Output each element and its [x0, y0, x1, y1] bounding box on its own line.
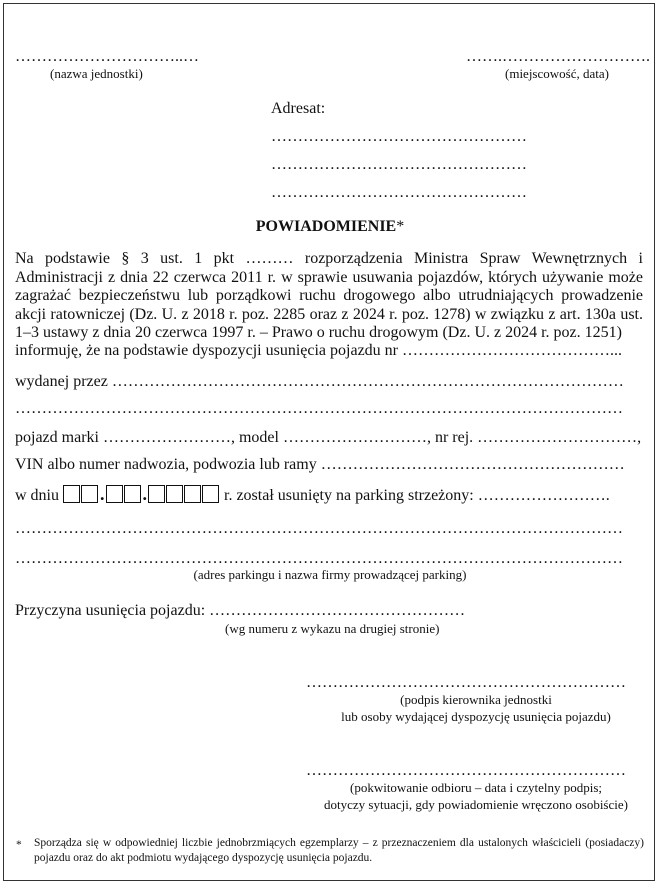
signature-label-1: (podpis kierownika jednostki — [400, 692, 552, 707]
place-date-line[interactable]: …….………………………. — [466, 48, 650, 65]
unit-name-label: (nazwa jednostki) — [50, 66, 143, 81]
footnote-mark: * — [16, 839, 22, 851]
receipt-label-1: (pokwitowanie odbioru – data i czytelny podpis; — [349, 780, 602, 795]
receipt-line[interactable]: …………………………………………………… — [306, 762, 626, 779]
vin-line[interactable]: VIN albo numer nadwozia, podwozia lub ramy ………………………………………………… — [15, 456, 625, 473]
parking-line-1[interactable]: …………………………………………………………………………………………………… — [15, 520, 623, 537]
issued-by-line[interactable]: wydanej przez …………………………………………………………………………………… — [15, 373, 624, 390]
document-title: POWIADOMIENIE — [255, 218, 397, 235]
day-digit-box[interactable] — [63, 485, 80, 503]
receipt-label — [306, 779, 646, 813]
month-digit-box[interactable] — [106, 485, 123, 503]
year-digit-box[interactable] — [166, 485, 183, 503]
unit-name-line[interactable]: …………………………..… — [15, 48, 199, 65]
date-separator: . — [100, 484, 105, 504]
signature-label-2: lub osoby wydającej dyspozycję usunięcia pojazdu) — [341, 709, 611, 724]
year-digit-box[interactable] — [202, 485, 219, 503]
addressee-line-1[interactable]: ………………………………………… — [271, 128, 527, 145]
date-prefix: w dniu — [15, 487, 59, 504]
issued-by-continuation-line[interactable]: …………………………………………………………………………………………………… — [15, 400, 623, 417]
place-date-label: (miejscowość, data) — [505, 66, 609, 81]
vehicle-details-line[interactable]: pojazd marki ……………………, model ………………………, nr rej. …………………………, — [15, 429, 642, 446]
date-row — [15, 484, 610, 505]
date-suffix: r. został usunięty na parking strzeżony: ……………………. — [224, 487, 610, 504]
signature-line[interactable]: …………………………………………………… — [306, 674, 626, 691]
day-digit-box[interactable] — [81, 485, 98, 503]
addressee-line-2[interactable]: ………………………………………… — [271, 156, 527, 173]
reason-label: (wg numeru z wykazu na drugiej stronie) — [225, 621, 440, 636]
addressee-line-3[interactable]: ………………………………………… — [271, 184, 527, 201]
year-digit-box[interactable] — [184, 485, 201, 503]
month-digit-box[interactable] — [124, 485, 141, 503]
title-wrap — [0, 218, 660, 236]
footnote-text: Sporządza się w odpowiedniej liczbie jednobrzmiących egzemplarzy – z przeznaczeniem dla ustalonych właścicieli (posiadaczy) pojazdu oraz do akt podmiotu wydającego dyspozycję usunięcia pojazdu. — [34, 837, 644, 865]
title-footnote-mark: * — [396, 218, 405, 235]
reason-line[interactable]: Przyczyna usunięcia pojazdu: ………………………………………… — [15, 602, 466, 619]
receipt-label-2: dotyczy sytuacji, gdy powiadomienie wręczono osobiście) — [324, 797, 628, 812]
date-separator: . — [142, 484, 147, 504]
addressee-label: Adresat: — [271, 100, 326, 117]
signature-label — [306, 691, 646, 725]
parking-label: (adres parkingu i nazwa firmy prowadzącej parking) — [193, 567, 467, 582]
parking-line-2[interactable]: …………………………………………………………………………………………………… — [15, 550, 623, 567]
year-digit-box[interactable] — [148, 485, 165, 503]
legal-basis-paragraph: Na podstawie § 3 ust. 1 pkt ……… rozporządzenia Ministra Spraw Wewnętrznych i Administracji z dnia 22 czerwca 2011 r. w sprawie usuwania pojazdów, których używanie może zagrażać bezpieczeństwu lub porządkowi ruchu drogowego albo utrudniających prowadzenie akcji ratowniczej (Dz. U. z 2018 r. poz. 2285 oraz z 2024 r. poz. 1278) w związku z art. 130a ust. 1–3 ustawy z dnia 20 czerwca 1997 r. – Prawo o ruchu drogowym (Dz. U. z 2024 r. poz. 1251) — [15, 250, 643, 342]
order-number-line[interactable]: informuję, że na podstawie dyspozycji usunięcia pojazdu nr …………………………………... — [15, 342, 622, 359]
